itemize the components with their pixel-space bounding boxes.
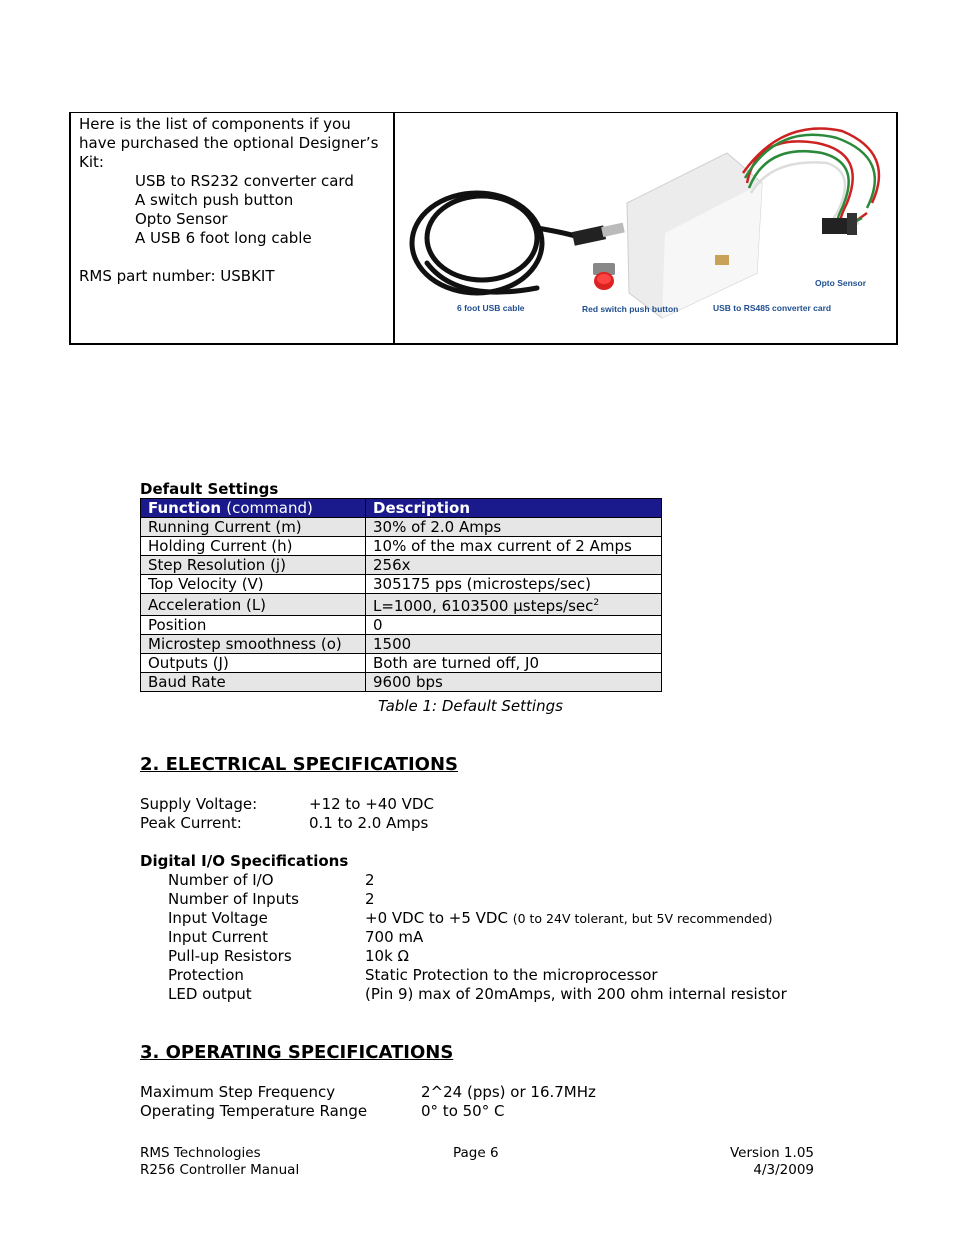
header-function: Function (command) (141, 499, 366, 518)
cell-function: Outputs (J) (141, 654, 366, 673)
footer-date: 4/3/2009 (753, 1162, 814, 1178)
cell-function: Microstep smoothness (o) (141, 635, 366, 654)
operating-label: Maximum Step Frequency (140, 1083, 336, 1101)
dio-value: +0 VDC to +5 VDC (0 to 24V tolerant, but 5V recommended) (365, 909, 773, 927)
dio-value: (Pin 9) max of 20mAmps, with 200 ohm internal resistor (365, 985, 787, 1003)
table-row (141, 616, 662, 635)
footer-version: Version 1.05 (730, 1145, 814, 1161)
kit-photo (397, 113, 896, 343)
footer-page-number: Page 6 (453, 1145, 499, 1161)
table-row (141, 556, 662, 575)
table-row (141, 518, 662, 537)
table-row (141, 594, 662, 616)
table-row (141, 654, 662, 673)
photo-label-push-button: Red switch push button (582, 304, 679, 314)
dio-label: Protection (168, 966, 244, 984)
cell-function: Baud Rate (141, 673, 366, 692)
dio-label: Number of I/O (168, 871, 274, 889)
cell-description: L=1000, 6103500 µsteps/$\sec^2$ (366, 594, 662, 616)
designers-kit-box (69, 112, 898, 345)
cell-description: 10% of the max current of 2 Amps (366, 537, 662, 556)
operating-value: 2^24 (pps) or 16.7MHz (421, 1083, 596, 1101)
cell-function: Position (141, 616, 366, 635)
electrical-heading: 2. ELECTRICAL SPECIFICATIONS (140, 754, 459, 775)
table-row (141, 673, 662, 692)
table-row (141, 575, 662, 594)
peak-current-value: 0.1 to 2.0 Amps (309, 814, 429, 832)
peak-current-label: Peak Current: (140, 814, 242, 832)
dio-label: Number of Inputs (168, 890, 299, 908)
header-description: Description (366, 499, 662, 518)
dio-value: 700 mA (365, 928, 424, 946)
dio-value: 2 (365, 871, 375, 889)
supply-voltage-label: Supply Voltage: (140, 795, 258, 813)
supply-voltage-value: +12 to +40 VDC (309, 795, 434, 813)
default-settings-title: Default Settings (140, 480, 279, 498)
cell-description: 1500 (366, 635, 662, 654)
kit-item: A switch push button (135, 191, 294, 209)
kit-photo-illustration (397, 113, 897, 343)
dio-label: LED output (168, 985, 252, 1003)
footer-company: RMS Technologies (140, 1145, 261, 1161)
table-row (141, 635, 662, 654)
cell-function: Acceleration (L) (141, 594, 366, 616)
cell-description: 9600 bps (366, 673, 662, 692)
dio-value: 10k Ω (365, 947, 410, 965)
cell-description: 256x (366, 556, 662, 575)
dio-title: Digital I/O Specifications (140, 852, 349, 870)
kit-item: USB to RS232 converter card (135, 172, 354, 190)
cell-function: Running Current (m) (141, 518, 366, 537)
superscript: 2 (593, 598, 600, 608)
cell-function: Step Resolution (j) (141, 556, 366, 575)
dio-label: Pull-up Resistors (168, 947, 292, 965)
photo-label-usb-cable: 6 foot USB cable (457, 303, 525, 313)
dio-label: Input Voltage (168, 909, 268, 927)
kit-item: A USB 6 foot long cable (135, 229, 312, 247)
cell-description: Both are turned off, J0 (366, 654, 662, 673)
dio-value: 2 (365, 890, 375, 908)
cell-function: Top Velocity (V) (141, 575, 366, 594)
footer-manual: R256 Controller Manual (140, 1162, 300, 1178)
operating-heading: 3. OPERATING SPECIFICATIONS (140, 1042, 454, 1063)
dio-label: Input Current (168, 928, 268, 946)
dio-note: (0 to 24V tolerant, but 5V recommended) (512, 911, 773, 926)
photo-label-opto: Opto Sensor (815, 278, 867, 288)
cell-description: 0 (366, 616, 662, 635)
kit-intro: Here is the list of components if you have purchased the optional Designer’s Kit: (79, 115, 379, 171)
operating-value: 0° to 50° C (421, 1102, 505, 1120)
cell-description: 305175 pps (microsteps/sec) (366, 575, 662, 594)
dio-value: Static Protection to the microprocessor (365, 966, 658, 984)
photo-label-converter: USB to RS485 converter card (713, 303, 832, 313)
kit-item: Opto Sensor (135, 210, 228, 228)
table-header-row (141, 499, 662, 518)
operating-label: Operating Temperature Range (140, 1102, 368, 1120)
table-row (141, 537, 662, 556)
default-settings-table (140, 498, 662, 692)
kit-description (71, 113, 395, 343)
table-caption: Table 1: Default Settings (378, 697, 563, 715)
kit-part-number: RMS part number: USBKIT (79, 267, 275, 285)
cell-description: 30% of 2.0 Amps (366, 518, 662, 537)
cell-function: Holding Current (h) (141, 537, 366, 556)
